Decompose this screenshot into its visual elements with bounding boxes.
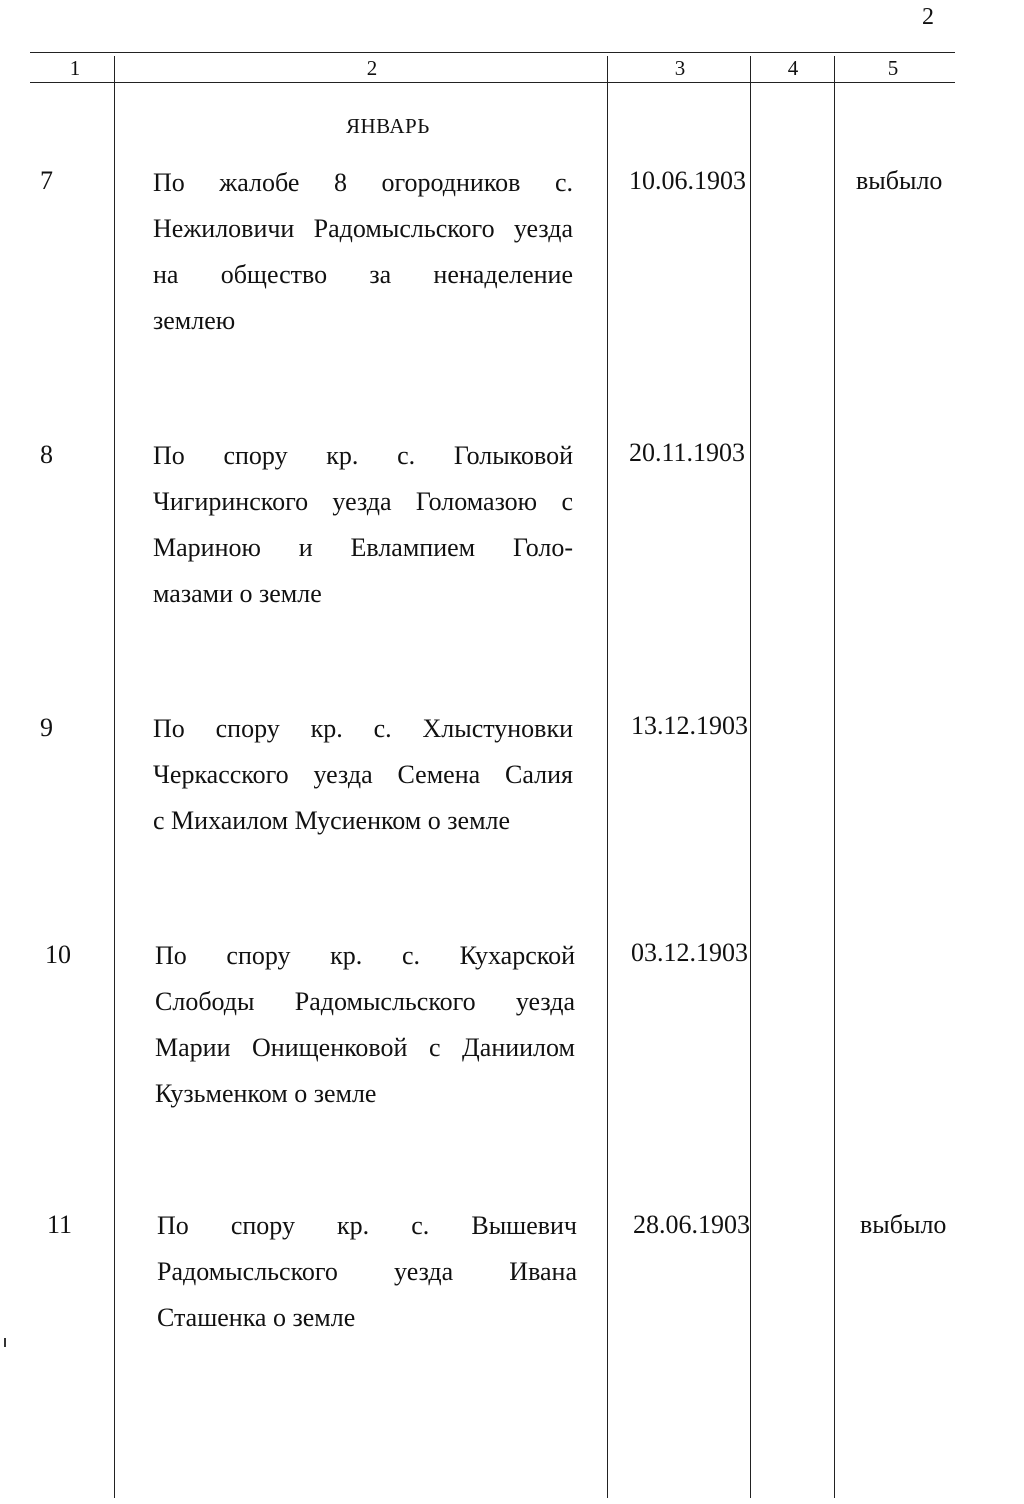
row-description xyxy=(153,433,573,617)
row-date: 10.06.1903 xyxy=(629,166,746,195)
row-number: 8 xyxy=(40,440,53,469)
scan-mark xyxy=(4,1338,6,1347)
row-status: выбыло xyxy=(860,1210,947,1239)
column-divider-2-3 xyxy=(607,56,608,1498)
row-description-line: Мариною и Евлампием Голо- xyxy=(153,533,573,562)
row-description xyxy=(155,933,575,1117)
row-description-line: Черкасского уезда Семена Салия xyxy=(153,760,573,789)
row-description-line: Чигиринского уезда Голомазою с xyxy=(153,487,573,516)
row-date: 13.12.1903 xyxy=(631,711,748,740)
row-description-line: Кузьменком о земле xyxy=(155,1079,377,1108)
row-description-line: По жалобе 8 огородников с. xyxy=(153,168,573,197)
row-number: 11 xyxy=(47,1210,73,1239)
row-number: 7 xyxy=(40,166,53,195)
column-header-5: 5 xyxy=(887,56,899,80)
row-description-line: Нежиловичи Радомысльского уезда xyxy=(153,214,573,243)
row-description xyxy=(153,160,573,344)
row-date: 28.06.1903 xyxy=(633,1210,750,1239)
section-title: ЯНВАРЬ xyxy=(346,114,430,138)
row-description-line: Марии Онищенковой с Даниилом xyxy=(155,1033,575,1062)
header-bottom-rule xyxy=(30,82,955,83)
column-header-3: 3 xyxy=(674,56,686,80)
row-description-line: землею xyxy=(153,306,236,335)
column-header-2: 2 xyxy=(366,56,378,80)
column-header-4: 4 xyxy=(787,56,799,80)
column-divider-4-5 xyxy=(834,56,835,1498)
column-divider-1-2 xyxy=(114,56,115,1498)
row-description-line: По спору кр. с. Вышевич xyxy=(157,1211,577,1240)
row-description-line: с Михаилом Мусиенком о земле xyxy=(153,806,511,835)
row-description-line: По спору кр. с. Голыковой xyxy=(153,441,573,470)
column-header-1: 1 xyxy=(69,56,81,80)
table-top-rule xyxy=(30,52,955,53)
row-description-line: Слободы Радомысльского уезда xyxy=(155,987,575,1016)
row-date: 20.11.1903 xyxy=(629,438,746,467)
column-divider-3-4 xyxy=(750,56,751,1498)
row-number: 10 xyxy=(45,940,71,969)
row-description-line: мазами о земле xyxy=(153,579,322,608)
page-number: 2 xyxy=(922,4,934,30)
row-description-line: По спору кр. с. Хлыстуновки xyxy=(153,714,573,743)
row-description xyxy=(157,1203,577,1341)
row-description xyxy=(153,706,573,844)
row-description-line: на общество за ненаделение xyxy=(153,260,573,289)
row-date: 03.12.1903 xyxy=(631,938,748,967)
row-number: 9 xyxy=(40,713,53,742)
row-description-line: По спору кр. с. Кухарской xyxy=(155,941,575,970)
row-description-line: Радомысльского уезда Ивана xyxy=(157,1257,577,1286)
row-description-line: Сташенка о земле xyxy=(157,1303,356,1332)
row-status: выбыло xyxy=(856,166,943,195)
